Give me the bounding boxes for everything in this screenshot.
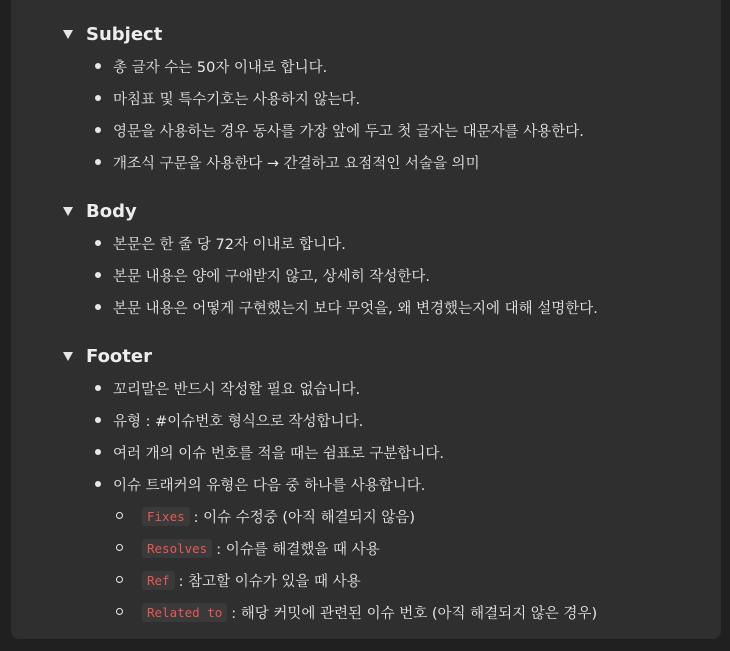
list-item bbox=[113, 409, 363, 431]
list-item bbox=[113, 151, 480, 173]
bullet-icon bbox=[95, 272, 101, 278]
sub-list-item-text: : 이슈를 해결했을 때 사용 bbox=[216, 541, 380, 558]
bullet-icon bbox=[95, 127, 101, 133]
list-item-text: 마침표 및 특수기호는 사용하지 않는다. bbox=[113, 91, 361, 108]
list-item bbox=[113, 119, 584, 141]
list-item bbox=[113, 377, 360, 399]
circle-bullet-icon bbox=[116, 544, 123, 551]
list-item-text: 여러 개의 이슈 번호를 적을 때는 쉼표로 구분합니다. bbox=[113, 445, 445, 462]
list-item bbox=[113, 264, 430, 286]
circle-bullet-icon bbox=[116, 576, 123, 583]
list-item bbox=[113, 473, 425, 495]
toggle-heading-body[interactable] bbox=[63, 199, 137, 223]
list-item-text: 꼬리말은 반드시 작성할 필요 없습니다. bbox=[113, 381, 361, 398]
list-item-text: 본문 내용은 어떻게 구현했는지 보다 무엇을, 왜 변경했는지에 대해 설명한다. bbox=[113, 300, 598, 317]
list-item bbox=[113, 55, 327, 77]
bullet-icon bbox=[95, 449, 101, 455]
inline-code: Fixes bbox=[142, 507, 190, 526]
circle-bullet-icon bbox=[116, 512, 123, 519]
heading-text: Footer bbox=[86, 345, 152, 367]
list-item-text: 영문을 사용하는 경우 동사를 가장 앞에 두고 첫 글자는 대문자를 사용한다. bbox=[113, 123, 584, 140]
list-item-text: 총 글자 수는 50자 이내로 합니다. bbox=[113, 59, 328, 76]
inline-code: Related to bbox=[142, 603, 227, 622]
bullet-icon bbox=[95, 304, 101, 310]
list-item bbox=[113, 87, 360, 109]
list-item-text: 개조식 구문을 사용한다 → 간결하고 요점적인 서술을 의미 bbox=[113, 155, 480, 172]
bullet-icon bbox=[95, 417, 101, 423]
list-item bbox=[113, 232, 346, 254]
bullet-icon bbox=[95, 159, 101, 165]
heading-text: Subject bbox=[86, 23, 163, 45]
bullet-icon bbox=[95, 481, 101, 487]
bullet-icon bbox=[95, 63, 101, 69]
sub-list-item bbox=[142, 505, 415, 527]
bullet-icon bbox=[95, 240, 101, 246]
toggle-heading-footer[interactable] bbox=[63, 344, 152, 368]
inline-code: Resolves bbox=[142, 539, 212, 558]
heading-text: Body bbox=[86, 200, 137, 222]
list-item-text: 본문 내용은 양에 구애받지 않고, 상세히 작성한다. bbox=[113, 268, 431, 285]
sub-list-item bbox=[142, 601, 597, 623]
inline-code: Ref bbox=[142, 571, 175, 590]
toggle-triangle-icon[interactable] bbox=[63, 207, 73, 216]
sub-list-item-text: : 해당 커밋에 관련된 이슈 번호 (아직 해결되지 않은 경우) bbox=[231, 605, 598, 622]
bullet-icon bbox=[95, 95, 101, 101]
sub-list-item-text: : 이슈 수정중 (아직 해결되지 않음) bbox=[193, 509, 415, 526]
toggle-triangle-icon[interactable] bbox=[63, 352, 73, 361]
sub-list-item bbox=[142, 569, 361, 591]
bullet-icon bbox=[95, 385, 101, 391]
sub-list-item-text: : 참고할 이슈가 있을 때 사용 bbox=[178, 573, 361, 590]
list-item bbox=[113, 441, 444, 463]
toggle-triangle-icon[interactable] bbox=[63, 30, 73, 39]
toggle-heading-subject[interactable] bbox=[63, 22, 162, 46]
list-item-text: 이슈 트래커의 유형은 다음 중 하나를 사용합니다. bbox=[113, 477, 426, 494]
circle-bullet-icon bbox=[116, 608, 123, 615]
list-item-text: 유형 : #이슈번호 형식으로 작성합니다. bbox=[113, 413, 364, 430]
list-item-text: 본문은 한 줄 당 72자 이내로 합니다. bbox=[113, 236, 346, 253]
document-panel bbox=[11, 0, 721, 639]
list-item bbox=[113, 296, 598, 318]
sub-list-item bbox=[142, 537, 380, 559]
